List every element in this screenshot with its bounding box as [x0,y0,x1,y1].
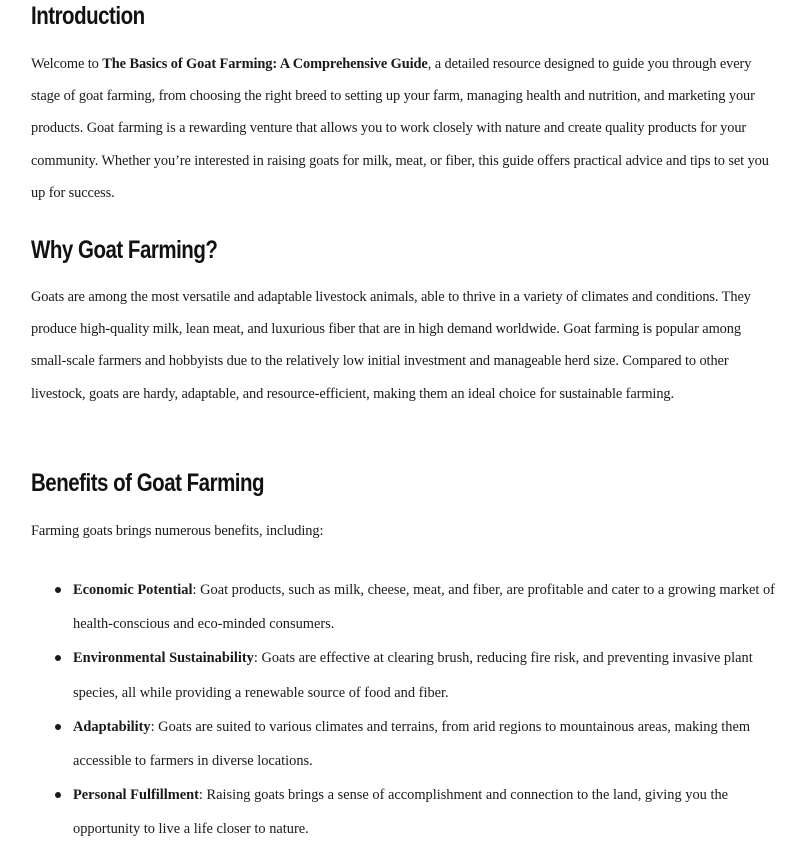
benefits-intro: Farming goats brings numerous benefits, including: [31,523,324,539]
benefit-desc: : Goats are suited to various climates and terrains, from arid regions to mountainous areas, making them accessible to farmers in diverse locations. [73,718,751,770]
benefits-list [31,573,776,847]
list-item [31,710,776,778]
benefit-term: Economic Potential [73,582,193,598]
benefits-heading: Benefits of Goat Farming [31,469,265,497]
introduction-heading: Introduction [31,2,145,30]
benefit-term: Adaptability [73,718,151,735]
list-item [31,641,776,709]
guide-title: The Basics of Goat Farming: A Comprehensive Guide [102,56,428,72]
why-goat-farming-paragraph: Goats are among the most versatile and adaptable livestock animals, able to thrive in a variety of climates and conditions. They produce high-quality milk, lean meat, and luxurious fiber that are in high demand worldwide. Goat farming is popular among small-scale farmers and hobbyists due to the relatively low initial investment and manageable herd size. Compared to other livestock, goats are hardy, adaptable, and resource-efficient, making them an ideal choice for sustainable farming. [31,289,751,402]
benefit-desc: : Goat products, such as milk, cheese, meat, and fiber, are profitable and cater to a growing market of health-conscious and eco-minded consumers. [73,582,775,633]
benefit-desc: : Goats are effective at clearing brush, reducing fire risk, and preventing invasive plant species, all while providing a renewable source of food and fiber. [73,650,753,701]
benefit-term: Environmental Sustainability [73,650,254,667]
bullet-icon [55,724,61,730]
benefit-term: Personal Fulfillment [73,787,199,804]
list-item [31,573,776,641]
intro-text-before: Welcome to [31,56,103,72]
why-goat-farming-heading: Why Goat Farming? [31,236,218,264]
intro-text-after: , a detailed resource designed to guide you through every stage of goat farming, from choosing the right breed to setting up your farm, managing health and nutrition, and marketing your products. Goat farming is a rewarding venture that allows you to work closely with nature and create quality products for your community. Whether you’re interested in raising goats for milk, meat, or fiber, this guide offers practical advice and tips to set you up for success. [31,56,769,201]
bullet-icon [55,587,61,593]
list-item [31,778,776,846]
bullet-icon [55,792,61,798]
benefit-desc: : Raising goats brings a sense of accomplishment and connection to the land, giving you the opportunity to live a life closer to nature. [73,787,729,838]
bullet-icon [55,655,61,661]
introduction-paragraph [31,48,771,209]
